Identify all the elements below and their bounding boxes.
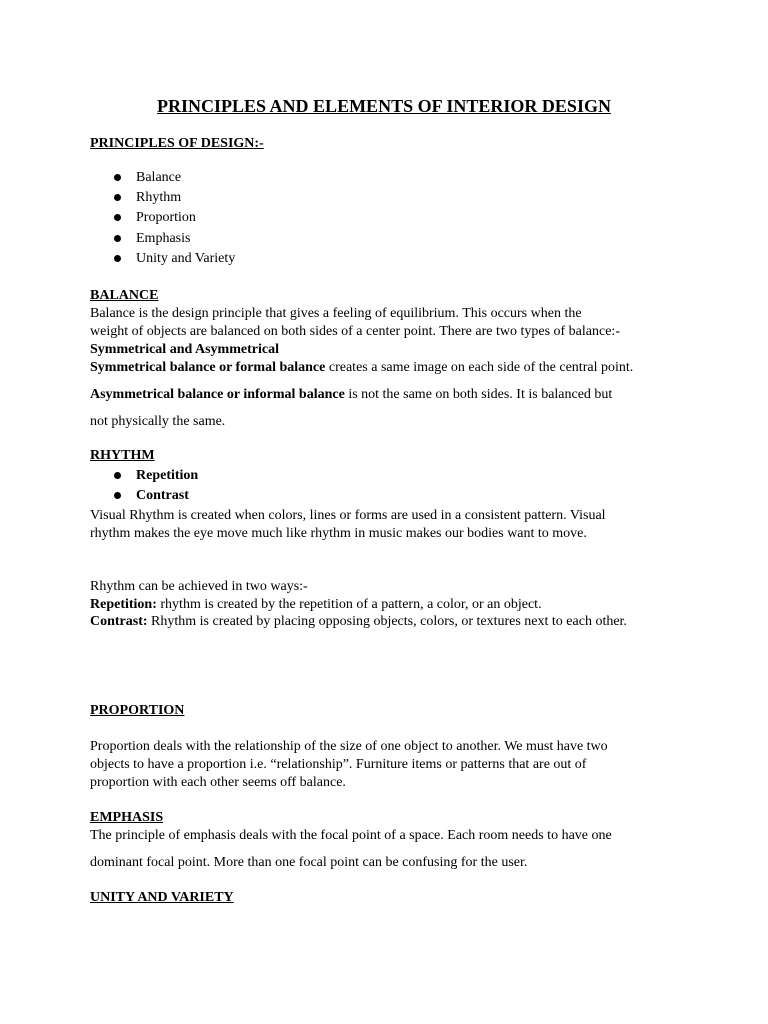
bullet-icon: [114, 492, 121, 499]
repetition-paragraph: [90, 596, 542, 614]
proportion-line-1: Proportion deals with the relationship of the size of one object to another. We must have two: [90, 739, 608, 754]
list-item: Contrast: [136, 488, 189, 503]
proportion-line-2: objects to have a proportion i.e. “relationship”. Furniture items or patterns that are out of: [90, 757, 587, 772]
list-item: Rhythm: [136, 190, 182, 205]
repetition-text: rhythm is created by the repetition of a pattern, a color, or an object.: [156, 597, 542, 612]
asymmetrical-paragraph: [90, 386, 612, 404]
bullet-icon: [114, 472, 121, 479]
asymmetrical-text: is not the same on both sides. It is balanced but: [344, 387, 613, 402]
symmetrical-term: Symmetrical balance or formal balance: [90, 360, 326, 375]
bullet-icon: [114, 174, 121, 181]
list-item: Emphasis: [136, 231, 191, 246]
unity-heading: UNITY AND VARIETY: [90, 890, 234, 905]
proportion-heading: PROPORTION: [90, 703, 185, 718]
contrast-term: Contrast:: [90, 614, 148, 629]
list-item: Balance: [136, 170, 182, 185]
balance-line-2: weight of objects are balanced on both sides of a center point. There are two types of balance:-: [90, 324, 620, 339]
symmetrical-paragraph: [90, 359, 633, 377]
rhythm-heading: RHYTHM: [90, 448, 155, 463]
bullet-icon: [114, 235, 121, 242]
symmetrical-text: creates a same image on each side of the central point.: [325, 360, 634, 375]
page-title: PRINCIPLES AND ELEMENTS OF INTERIOR DESIGN: [157, 96, 611, 116]
emphasis-heading: EMPHASIS: [90, 810, 164, 825]
balance-types: Symmetrical and Asymmetrical: [90, 342, 279, 357]
asymmetrical-line-2: not physically the same.: [90, 414, 226, 429]
bullet-icon: [114, 255, 121, 262]
list-item: Repetition: [136, 468, 199, 483]
proportion-line-3: proportion with each other seems off balance.: [90, 775, 346, 790]
list-item: Proportion: [136, 210, 196, 225]
emphasis-line-2: dominant focal point. More than one focal point can be confusing for the user.: [90, 855, 528, 870]
emphasis-line-1: The principle of emphasis deals with the focal point of a space. Each room needs to have one: [90, 828, 612, 843]
rhythm-line-1: Visual Rhythm is created when colors, lines or forms are used in a consistent pattern. Visual: [90, 508, 606, 523]
rhythm-ways: Rhythm can be achieved in two ways:-: [90, 579, 308, 594]
repetition-term: Repetition:: [90, 597, 157, 612]
bullet-icon: [114, 214, 121, 221]
list-item: Unity and Variety: [136, 251, 236, 266]
balance-heading: BALANCE: [90, 288, 159, 303]
contrast-paragraph: [90, 613, 627, 631]
rhythm-line-2: rhythm makes the eye move much like rhythm in music makes our bodies want to move.: [90, 526, 587, 541]
balance-line-1: Balance is the design principle that gives a feeling of equilibrium. This occurs when the: [90, 306, 582, 321]
contrast-text: Rhythm is created by placing opposing objects, colors, or textures next to each other.: [147, 614, 627, 629]
principles-heading: PRINCIPLES OF DESIGN:-: [90, 136, 264, 151]
asymmetrical-term: Asymmetrical balance or informal balance: [90, 387, 345, 402]
bullet-icon: [114, 194, 121, 201]
